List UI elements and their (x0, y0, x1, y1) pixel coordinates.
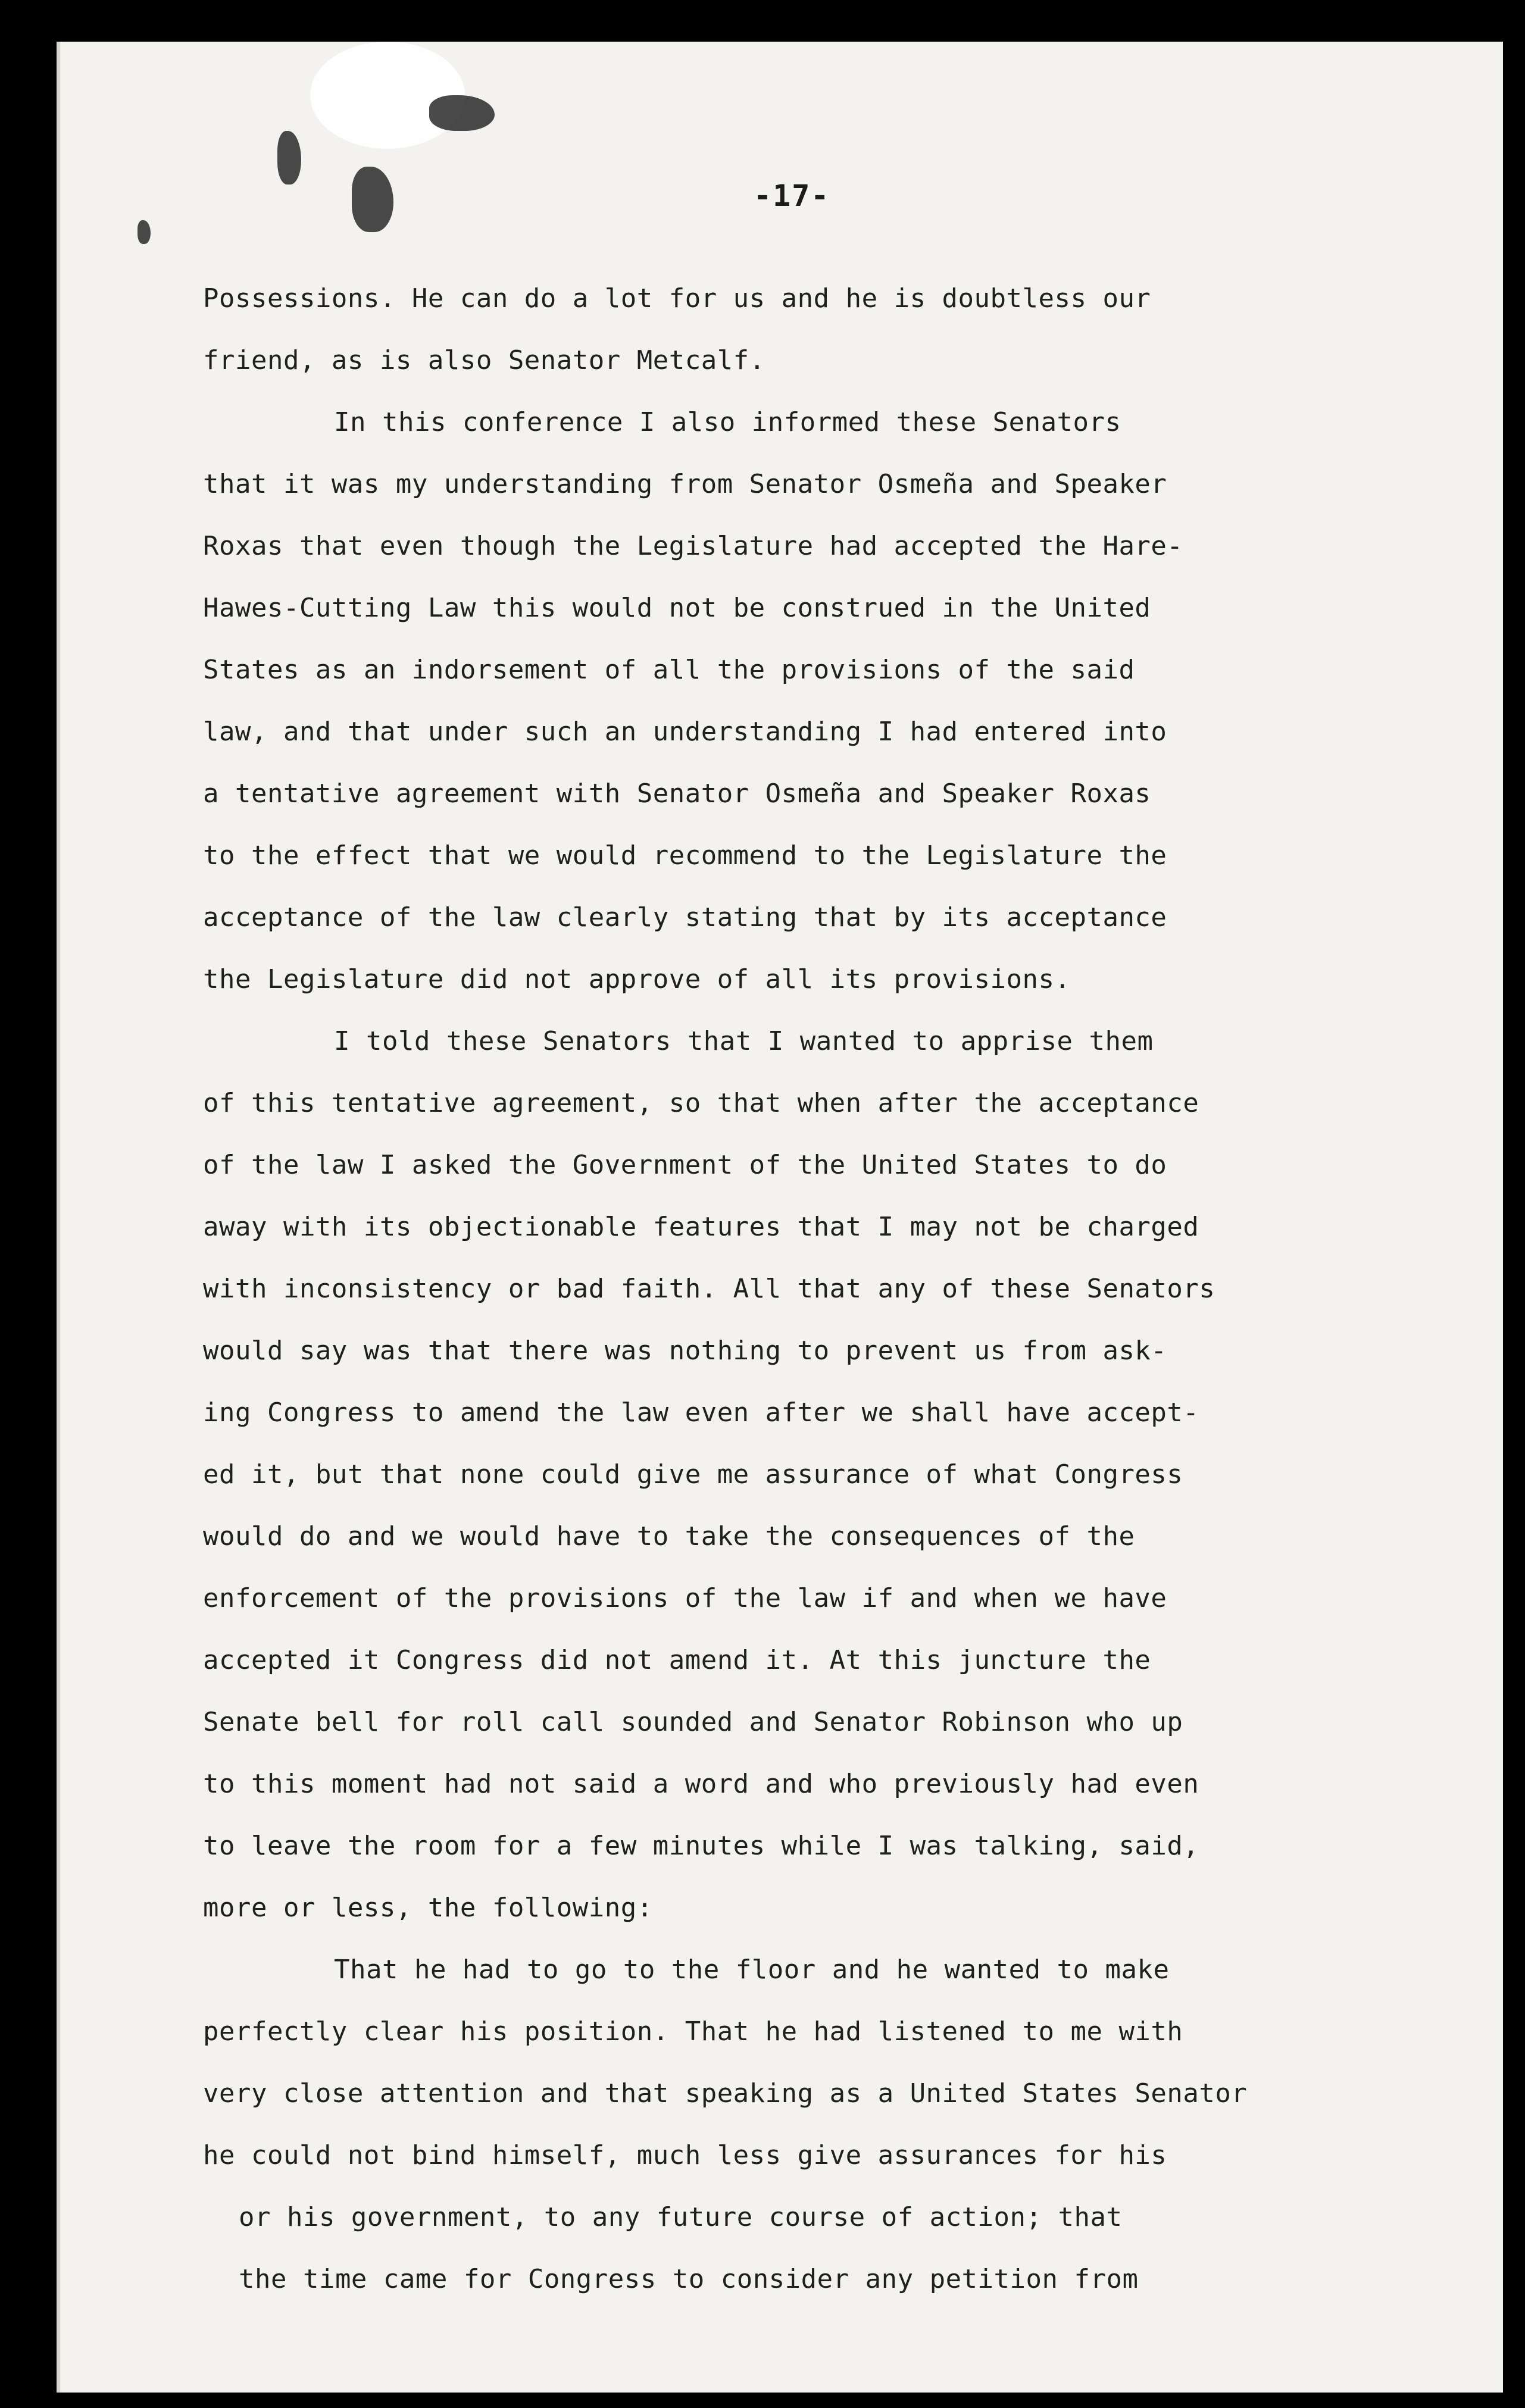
text-line: of this tentative agreement, so that when after the acceptance (203, 1088, 1199, 1118)
text-line: Senate bell for roll call sounded and Senator Robinson who up (203, 1707, 1183, 1737)
text-line: with inconsistency or bad faith. All that any of these Senators (203, 1274, 1215, 1304)
text-line: would say was that there was nothing to prevent us from ask- (203, 1336, 1167, 1366)
text-line: That he had to go to the floor and he wanted to make (334, 1954, 1170, 1985)
text-line: acceptance of the law clearly stating that by its acceptance (203, 902, 1167, 933)
text-line: ing Congress to amend the law even after we shall have accept- (203, 1397, 1199, 1428)
text-line: to leave the room for a few minutes while I was talking, said, (203, 1831, 1199, 1861)
text-line: the time came for Congress to consider any petition from (239, 2264, 1139, 2294)
ink-blot (138, 220, 151, 244)
text-line: to this moment had not said a word and who previously had even (203, 1769, 1199, 1799)
text-line: more or less, the following: (203, 1893, 653, 1923)
ink-blot (277, 131, 301, 184)
text-line: Possessions. He can do a lot for us and he is doubtless our (203, 283, 1151, 314)
text-line: to the effect that we would recommend to the Legislature the (203, 840, 1167, 871)
text-line: of the law I asked the Government of the United States to do (203, 1150, 1167, 1180)
text-line: friend, as is also Senator Metcalf. (203, 345, 765, 376)
text-line: that it was my understanding from Senator Osmeña and Speaker (203, 469, 1167, 499)
text-line: would do and we would have to take the consequences of the (203, 1521, 1135, 1552)
text-line: or his government, to any future course of action; that (239, 2202, 1123, 2232)
typed-text-body (203, 268, 1393, 2310)
page-number: -17- (754, 179, 830, 213)
ink-blot (429, 95, 495, 131)
text-line: law, and that under such an understanding I had entered into (203, 717, 1167, 747)
text-line: perfectly clear his position. That he had listened to me with (203, 2016, 1183, 2047)
text-line: a tentative agreement with Senator Osmeña and Speaker Roxas (203, 778, 1151, 809)
text-line: In this conference I also informed these Senators (334, 407, 1121, 437)
ink-blot (352, 167, 393, 232)
text-line: I told these Senators that I wanted to apprise them (334, 1026, 1154, 1056)
text-line: he could not bind himself, much less give assurances for his (203, 2140, 1167, 2171)
text-line: Roxas that even though the Legislature had accepted the Hare- (203, 531, 1183, 561)
text-line: ed it, but that none could give me assurance of what Congress (203, 1459, 1183, 1490)
text-line: enforcement of the provisions of the law if and when we have (203, 1583, 1167, 1613)
text-line: away with its objectionable features that I may not be charged (203, 1212, 1199, 1242)
text-line: States as an indorsement of all the provisions of the said (203, 655, 1135, 685)
document-page (57, 42, 1503, 2393)
text-line: very close attention and that speaking as a United States Senator (203, 2078, 1248, 2109)
torn-corner-mark (310, 42, 465, 149)
text-line: Hawes-Cutting Law this would not be construed in the United (203, 593, 1151, 623)
text-line: the Legislature did not approve of all its provisions. (203, 964, 1071, 995)
text-line: accepted it Congress did not amend it. At this juncture the (203, 1645, 1151, 1675)
